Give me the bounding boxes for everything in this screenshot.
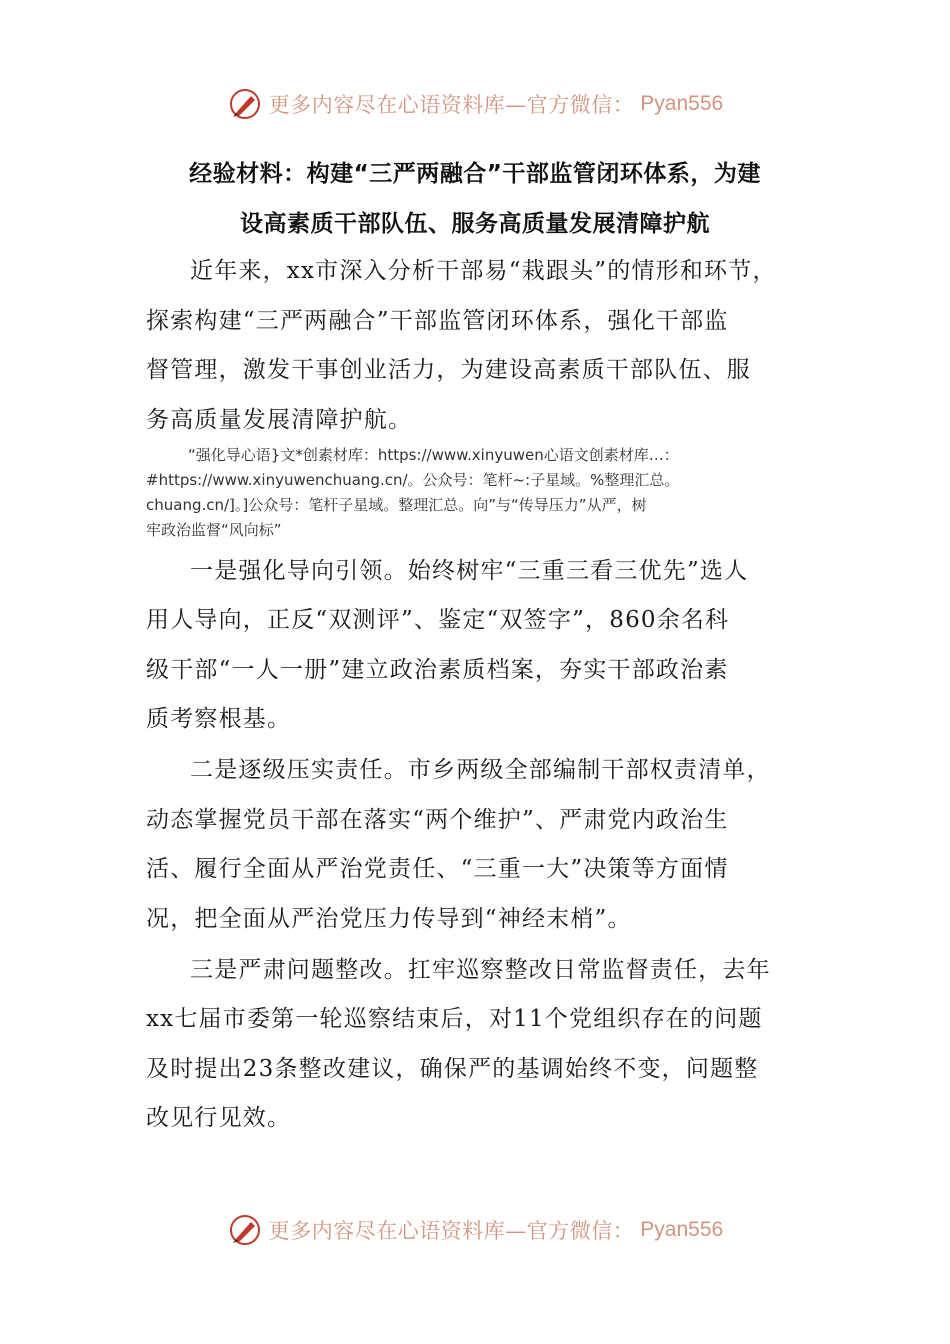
para2-line: 活、履行全面从严治党责任、“三重一大”决策等方面情 (146, 856, 729, 882)
para2-line: 二是逐级压实责任。市乡两级全部编制干部权责清单， (190, 757, 771, 783)
para2-line: 况，把全面从严治党压力传导到“神经末梢”。 (146, 906, 632, 932)
intro-line: 近年来，xx市深入分析干部易“栽跟头”的情形和环节， (190, 258, 777, 284)
para1-line: 质考察根基。 (146, 706, 292, 732)
document-title-line-2: 设高素质干部队伍、服务高质量发展清障护航 (240, 211, 710, 237)
pen-logo-icon (227, 86, 263, 122)
noise-text-line: “强化导心语}文*创素材库：https://www.xinyuwen心语文创素材库…： (188, 446, 679, 464)
noise-text-line: chuang.cn/]。]公众号：笔杆子星域。整理汇总。向”与“传导压力”从严，树 (146, 496, 647, 514)
para3-line: 及时提出23条整改建议，确保严的基调始终不变，问题整 (146, 1056, 759, 1082)
noise-text-line: #https://www.xinyuwenchuang.cn/。公众号：笔杆~:子星域。%整理汇总。 (146, 471, 680, 489)
para3-line: 三是严肃问题整改。扛牢巡察整改日常监督责任，去年 (190, 957, 771, 983)
para2-line: 动态掌握党员干部在落实“两个维护”、严肃党内政治生 (146, 807, 729, 833)
footer-banner (0, 1210, 950, 1250)
para3-line: 改见行见效。 (146, 1105, 292, 1131)
para3-line: xx七届市委第一轮巡察结束后，对11个党组织存在的问题 (146, 1006, 763, 1032)
header-banner-wechat: Pyan556 (640, 92, 724, 115)
footer-banner-wechat: Pyan556 (640, 1218, 724, 1241)
intro-line: 督管理，激发干事创业活力，为建设高素质干部队伍、服 (146, 357, 751, 383)
intro-line: 务高质量发展清障护航。 (146, 407, 413, 433)
intro-line: 探索构建“三严两融合”干部监管闭环体系，强化干部监 (146, 308, 729, 334)
para1-line: 一是强化导向引领。始终树牢“三重三看三优先”选人 (190, 558, 749, 584)
header-banner-text: 更多内容尽在心语资料库—官方微信： (268, 93, 635, 117)
para1-line: 用人导向，正反“双测评”、鉴定“双签字”，860余名科 (146, 607, 730, 633)
footer-banner-text: 更多内容尽在心语资料库—官方微信： (268, 1219, 635, 1243)
pen-logo-icon (227, 1212, 263, 1248)
document-title-line-1: 经验材料：构建“三严两融合”干部监管闭环体系，为建 (189, 161, 761, 187)
para1-line: 级干部“一人一册”建立政治素质档案，夯实干部政治素 (146, 657, 729, 683)
noise-text-line: 牢政治监督“风向标” (146, 521, 282, 539)
header-banner (0, 84, 950, 124)
